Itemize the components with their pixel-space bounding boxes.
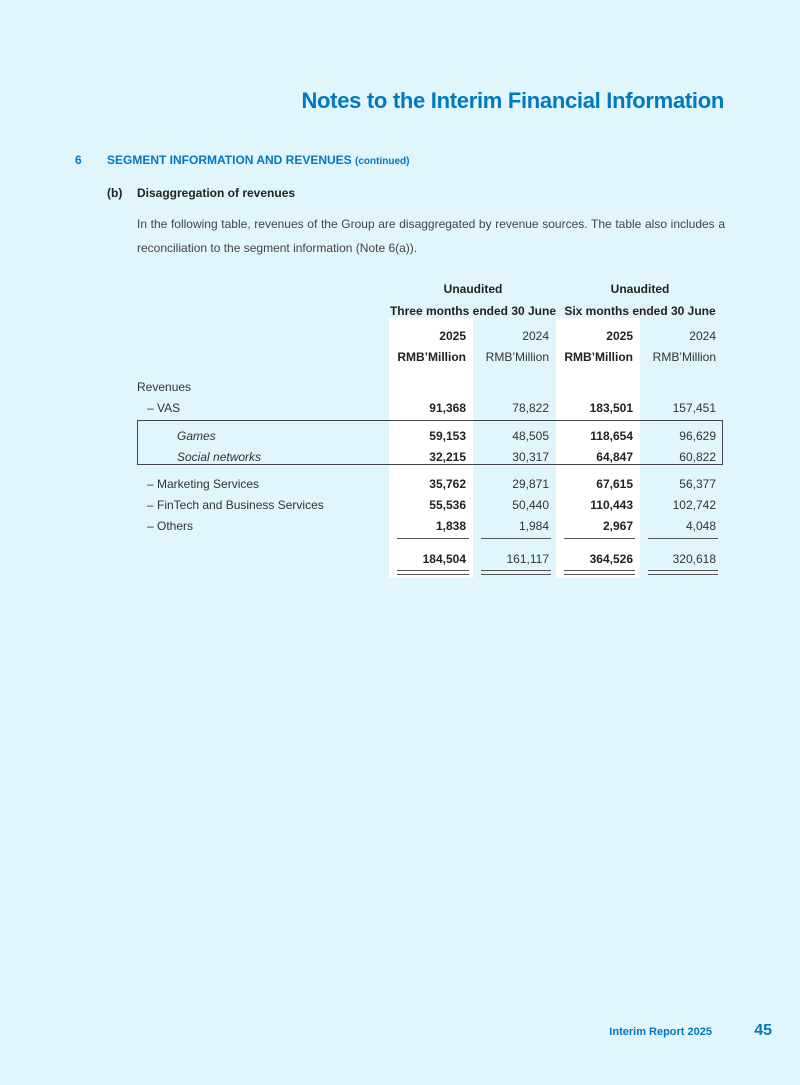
table-cell: 59,153 (429, 429, 466, 443)
row-label: Games (177, 429, 216, 443)
page-number: 45 (754, 1022, 772, 1039)
table-cell: 110,443 (590, 498, 633, 512)
table-cell: 96,629 (679, 429, 716, 443)
year-header: 2025 (439, 329, 466, 343)
total-cell: 364,526 (589, 552, 633, 566)
footer-report-name: Interim Report 2025 (609, 1026, 712, 1038)
table-cell: 157,451 (672, 401, 716, 415)
row-label: – Others (147, 519, 194, 533)
intro-paragraph: In the following table, revenues of the Group are disaggregated by revenue sources. The table also includes a reconciliation to the segment information (Note 6(a)). (137, 217, 725, 255)
table-cell: 60,822 (679, 450, 716, 464)
section-number: 6 (75, 153, 82, 167)
unit-header: RMB’Million (397, 350, 466, 364)
total-double-rule (648, 570, 718, 575)
table-cell: 1,984 (518, 519, 549, 533)
total-double-rule (481, 570, 551, 575)
table-cell: 102,742 (672, 498, 716, 512)
table-cell: 29,871 (512, 477, 549, 491)
group-status-h1: Unaudited (610, 282, 670, 296)
group-period-q2: Three months ended 30 June (389, 304, 557, 318)
row-label: – VAS (147, 401, 181, 415)
table-cell: 183,501 (589, 401, 633, 415)
table-cell: 67,615 (596, 477, 633, 491)
page-title: Notes to the Interim Financial Information (301, 88, 724, 113)
section-title: SEGMENT INFORMATION AND REVENUES (107, 153, 352, 167)
table-cell: 118,654 (590, 429, 633, 443)
subtotal-rule (397, 538, 469, 539)
row-label: – Marketing Services (147, 477, 260, 491)
group-status-q2: Unaudited (443, 282, 503, 296)
subsection-label: (b) (107, 186, 123, 200)
table-cell: 48,505 (512, 429, 549, 443)
subsection-title: Disaggregation of revenues (137, 186, 296, 200)
row-label: Social networks (177, 450, 262, 464)
table-cell: 30,317 (512, 450, 549, 464)
subtotal-rule (481, 538, 551, 539)
table-cell: 91,368 (429, 401, 466, 415)
year-header: 2025 (606, 329, 633, 343)
total-double-rule (397, 570, 469, 575)
row-label: – FinTech and Business Services (147, 498, 324, 512)
table-cell: 64,847 (596, 450, 633, 464)
table-cell: 32,215 (429, 450, 466, 464)
unit-header: RMB’Million (485, 350, 549, 364)
total-cell: 184,504 (422, 552, 466, 566)
section-continued: (continued) (355, 156, 410, 167)
year-header: 2024 (522, 329, 549, 343)
table-cell: 35,762 (429, 477, 466, 491)
subtotal-rule (564, 538, 635, 539)
group-period-h1: Six months ended 30 June (564, 304, 716, 318)
table-cell: 56,377 (679, 477, 716, 491)
table-cell: 50,440 (512, 498, 549, 512)
table-cell: 4,048 (685, 519, 716, 533)
unit-header: RMB’Million (652, 350, 716, 364)
table-cell: 78,822 (512, 401, 549, 415)
total-cell: 320,618 (672, 552, 716, 566)
table-cell: 2,967 (602, 519, 633, 533)
subtotal-rule (648, 538, 718, 539)
table-cell: 55,536 (429, 498, 466, 512)
table-cell: 1,838 (435, 519, 466, 533)
year-header: 2024 (689, 329, 716, 343)
total-cell: 161,117 (506, 552, 549, 566)
unit-header: RMB’Million (564, 350, 633, 364)
revenues-label: Revenues (137, 380, 192, 394)
total-double-rule (564, 570, 635, 575)
